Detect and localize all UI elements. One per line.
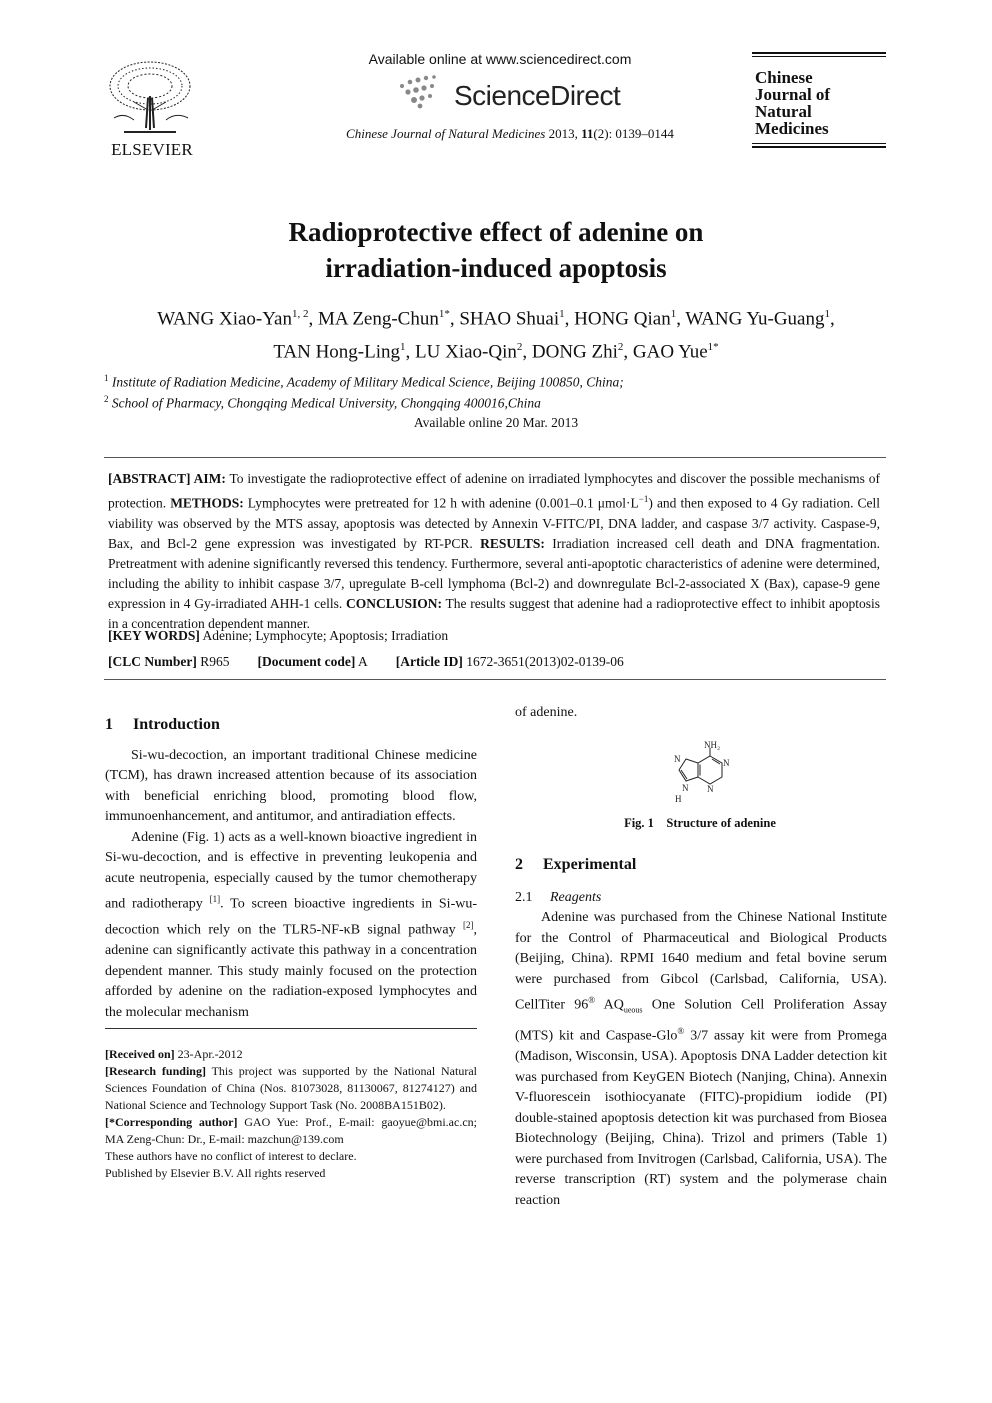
author-list <box>110 300 882 367</box>
doc-code-label: [Document code] <box>257 654 356 669</box>
journal-name <box>755 69 886 137</box>
unit-exponent: −1 <box>638 494 649 504</box>
footnote-text: GAO Yue: Prof., E-mail: gaoyue@bmi.ac.cn; MA Zeng-Chun: Dr., E-mail: mazchun@139.com <box>105 1115 477 1146</box>
article-id-value: 1672-3651(2013)02-0139-06 <box>462 654 624 669</box>
journal-name-line: Journal of <box>755 85 831 104</box>
journal-citation <box>290 126 730 142</box>
figure-caption-text: Structure of adenine <box>666 816 776 830</box>
footnote-corresponding <box>105 1114 477 1148</box>
author-name: TAN Hong-Ling <box>273 341 401 363</box>
keywords-label: [KEY WORDS] <box>108 628 200 643</box>
atom-n7: N <box>674 754 681 764</box>
abstract-conclusion: The results suggest that adenine had a radioprotective effect to inhibit apoptosis in a concentration dependent manner. <box>108 595 880 631</box>
left-column <box>105 715 477 1023</box>
keywords <box>108 626 880 646</box>
section-title: Reagents <box>550 889 602 905</box>
author-affil: 2 <box>516 341 523 354</box>
abstract-conclusion-label: CONCLUSION: <box>346 595 443 611</box>
available-online-date: Available online 20 Mar. 2013 <box>413 415 579 430</box>
reagents-text: AQ <box>595 997 624 1013</box>
footnote-received <box>105 1046 477 1063</box>
sciencedirect-dots-icon <box>396 72 456 112</box>
author-affil: 1* <box>707 341 719 354</box>
atom-h: H <box>675 794 682 804</box>
author-affil: 1 <box>670 308 677 320</box>
author-separator: , <box>830 308 835 330</box>
journal-name-box <box>752 52 886 150</box>
affiliations <box>104 370 884 411</box>
author-affil: 1 <box>824 308 830 320</box>
registered-mark: ® <box>588 995 596 1005</box>
abstract-methods: Lymphocytes were pretreated for 12 h with adenine (0.001–0.1 μmol·L <box>243 495 639 511</box>
author-name: , HONG Qian <box>564 308 671 330</box>
clc-value: R965 <box>196 654 230 669</box>
experimental-heading: 2 Experimental <box>515 856 637 873</box>
abstract-bottom-rule <box>104 679 886 680</box>
intro-continuation: of adenine. <box>515 705 578 720</box>
footnote-label: [Research funding] <box>105 1064 206 1078</box>
subscript: ueous <box>623 1005 643 1015</box>
footnote-text: 23-Apr.-2012 <box>174 1047 243 1061</box>
journal-box-top-rule <box>752 52 886 54</box>
abstract-methods-label: METHODS: <box>170 495 244 511</box>
author-affil: 1* <box>438 308 450 320</box>
atom-nh2: NH₂ <box>704 740 721 750</box>
affiliation-2 <box>104 391 884 412</box>
footnote-funding <box>105 1063 477 1114</box>
author-affil: 1 <box>400 341 406 354</box>
intro-paragraph-1: Si-wu-decoction, an important traditional Chinese medicine (TCM), has drawn increased attention because of its association with beneficial enriching blood, promoting blood flow, immunoenhancement, and antitumor, and antiradiation effects. <box>105 747 477 824</box>
journal-box-bottom-rule-thin <box>752 143 886 144</box>
right-column <box>515 855 887 1211</box>
figure-caption <box>560 816 840 831</box>
doc-code-value: A <box>355 654 368 669</box>
citation-ref[interactable]: [2] <box>463 920 474 931</box>
footnotes <box>105 1046 477 1182</box>
atom-n1: N <box>723 758 730 768</box>
author-affil: 1, 2 <box>292 308 309 320</box>
footnote-published: Published by Elsevier B.V. All rights reserved <box>105 1166 326 1180</box>
citation-journal: Chinese Journal of Natural Medicines <box>346 126 546 141</box>
reagents-text: Adenine was purchased from the Chinese National Institute for the Control of Pharmaceutical and Biological Products (Beijing, China). RPMI 1640 medium and fetal bovine serum were purchased from Gibcol (Carlsbad, California, USA). CellTiter 96 <box>515 910 887 1013</box>
abstract-results-label: RESULTS: <box>480 535 545 551</box>
journal-name-line: Medicines <box>755 119 829 138</box>
publisher-name: ELSEVIER <box>111 140 193 159</box>
intro-paragraph-2 <box>105 828 477 1024</box>
abstract-aim: To investigate the radioprotective effect of adenine on irradiated lymphocytes and discover the possible mechanisms of protection. <box>108 471 880 511</box>
classification-line <box>108 652 880 672</box>
intro-text: , adenine can significantly activate this pathway in a concentration dependent manner. This study mainly focused on the protection afforded by adenine on the radiation-exposed lymphocytes and the molecular mechanism <box>105 922 477 1020</box>
footnote-rule <box>105 1028 477 1029</box>
journal-box-top-rule-thin <box>752 56 886 57</box>
affiliation-1 <box>104 370 884 391</box>
figure-label: Fig. 1 <box>624 816 654 830</box>
available-online-sciencedirect: Available online at www.sciencedirect.com <box>368 51 632 67</box>
atom-n9: N <box>682 783 689 793</box>
reagents-heading <box>515 888 887 909</box>
reagents-text: One Solution Cell Proliferation Assay (MTS) kit and Caspase-Glo <box>515 997 888 1044</box>
adenine-structure-figure <box>660 740 750 812</box>
clc-label: [CLC Number] <box>108 654 197 669</box>
journal-name-line: Chinese <box>755 68 813 87</box>
title-line: Radioprotective effect of adenine on <box>288 217 704 247</box>
citation-volume: 11 <box>581 126 594 141</box>
abstract-label: [ABSTRACT] AIM: <box>108 471 226 486</box>
title-line: irradiation-induced apoptosis <box>325 253 667 283</box>
abstract-top-rule <box>104 457 886 458</box>
affiliation-num: 1 <box>104 373 109 383</box>
author-name: , GAO Yue <box>623 341 708 363</box>
reagents-text: 3/7 assay kit were from Promega (Madison, Wisconsin, USA). Apoptosis DNA Ladder detection kit was purchased from KeyGEN Biotech (Nanjing, China). Annexin V-fluorescein isothiocyanate (FITC)-propidium iodide (PI) double-stained apoptosis detection kit was purchased from Biosea Biotechnology (Beijing, China). Trizol and primers (Table 1) were purchased from Invitrogen (Carlsbad, California, USA). The reverse transcription (RT) system and the polymerase chain reaction <box>515 1028 887 1208</box>
affiliation-num: 2 <box>104 393 109 404</box>
journal-name-line: Natural <box>755 102 812 121</box>
author-line-2 <box>110 333 882 366</box>
right-column-continuation <box>515 703 887 724</box>
citation-pages: (2): 0139–0144 <box>593 126 674 141</box>
author-name: , DONG Zhi <box>522 341 618 363</box>
intro-text: Adenine (Fig. 1) acts as a well-known bioactive ingredient in Si-wu-decoction, and is effective in preventing leukopenia and acute neutropenia, especially caused by the tumor chemotherapy and radiotherapy <box>105 829 477 912</box>
section-number: 2.1 <box>515 889 550 905</box>
abstract-results: Irradiation increased cell death and DNA fragmentation. Pretreatment with adenine significantly reversed this tendency. Furthermore, several anti-apoptotic characteristics of adenine were determined, including the ability to inhibit caspase 3/7, upregulate B-cell lymphoma (Bcl-2) and downregulate Bcl-2-associated X (Bax), capase-9 gene expression in 4 Gy-irradiated AHH-1 cells. <box>108 535 880 611</box>
author-line-1 <box>110 300 882 333</box>
author-name: , MA Zeng-Chun <box>308 308 439 330</box>
affiliation-text: School of Pharmacy, Chongqing Medical University, Chongqing 400016,China <box>108 395 541 410</box>
journal-box-bottom-rule <box>752 146 886 148</box>
citation-year: 2013, <box>545 126 582 141</box>
abstract-methods-cont: ) and then exposed to 4 Gy radiation. Cell viability was observed by the MTS assay, apoptosis was detected by Annexin V-FITC/PI, DNA ladder, and caspase 3/7 activity. Caspase-9, Bax, and Bcl-2 gene expression was investigated by RT-PCR. <box>108 495 881 551</box>
affiliation-text: Institute of Radiation Medicine, Academy of Military Medical Science, Beijing 100850, China; <box>108 374 624 390</box>
author-name: , LU Xiao-Qin <box>405 341 517 363</box>
footnote-text: This project was supported by the National Natural Sciences Foundation of China (Nos. 81073028, 81130067, 81274127) and National Science and Technology Support Task (No. 2008BA151B02). <box>105 1064 477 1112</box>
author-affil: 2 <box>617 341 624 354</box>
citation-ref[interactable]: [1] <box>209 894 221 904</box>
paper-title <box>150 214 842 286</box>
author-affil: 1 <box>559 308 565 320</box>
keywords-text: Adenine; Lymphocyte; Apoptosis; Irradiation <box>199 628 449 643</box>
intro-heading: 1 Introduction <box>105 716 220 733</box>
abstract <box>108 469 880 634</box>
sciencedirect-wordmark: ScienceDirect <box>454 80 621 111</box>
reagents-paragraph <box>515 908 887 1211</box>
registered-mark: ® <box>677 1025 685 1036</box>
article-id-label: [Article ID] <box>395 654 463 669</box>
intro-text: . To screen bioactive ingredients in Si-wu-decoction which rely on the TLR5-NF-κB signal pathway <box>105 896 477 938</box>
author-name: , SHAO Shuai <box>449 308 560 330</box>
footnote-conflict: These authors have no conflict of interest to declare. <box>105 1149 357 1163</box>
author-name: , WANG Yu-Guang <box>676 308 825 330</box>
elsevier-tree-logo-icon <box>104 58 196 138</box>
atom-n3: N <box>707 784 714 794</box>
footnote-label: [Received on] <box>105 1047 175 1061</box>
author-name: WANG Xiao-Yan <box>157 308 292 330</box>
footnote-label: [*Corresponding author] <box>105 1115 238 1129</box>
